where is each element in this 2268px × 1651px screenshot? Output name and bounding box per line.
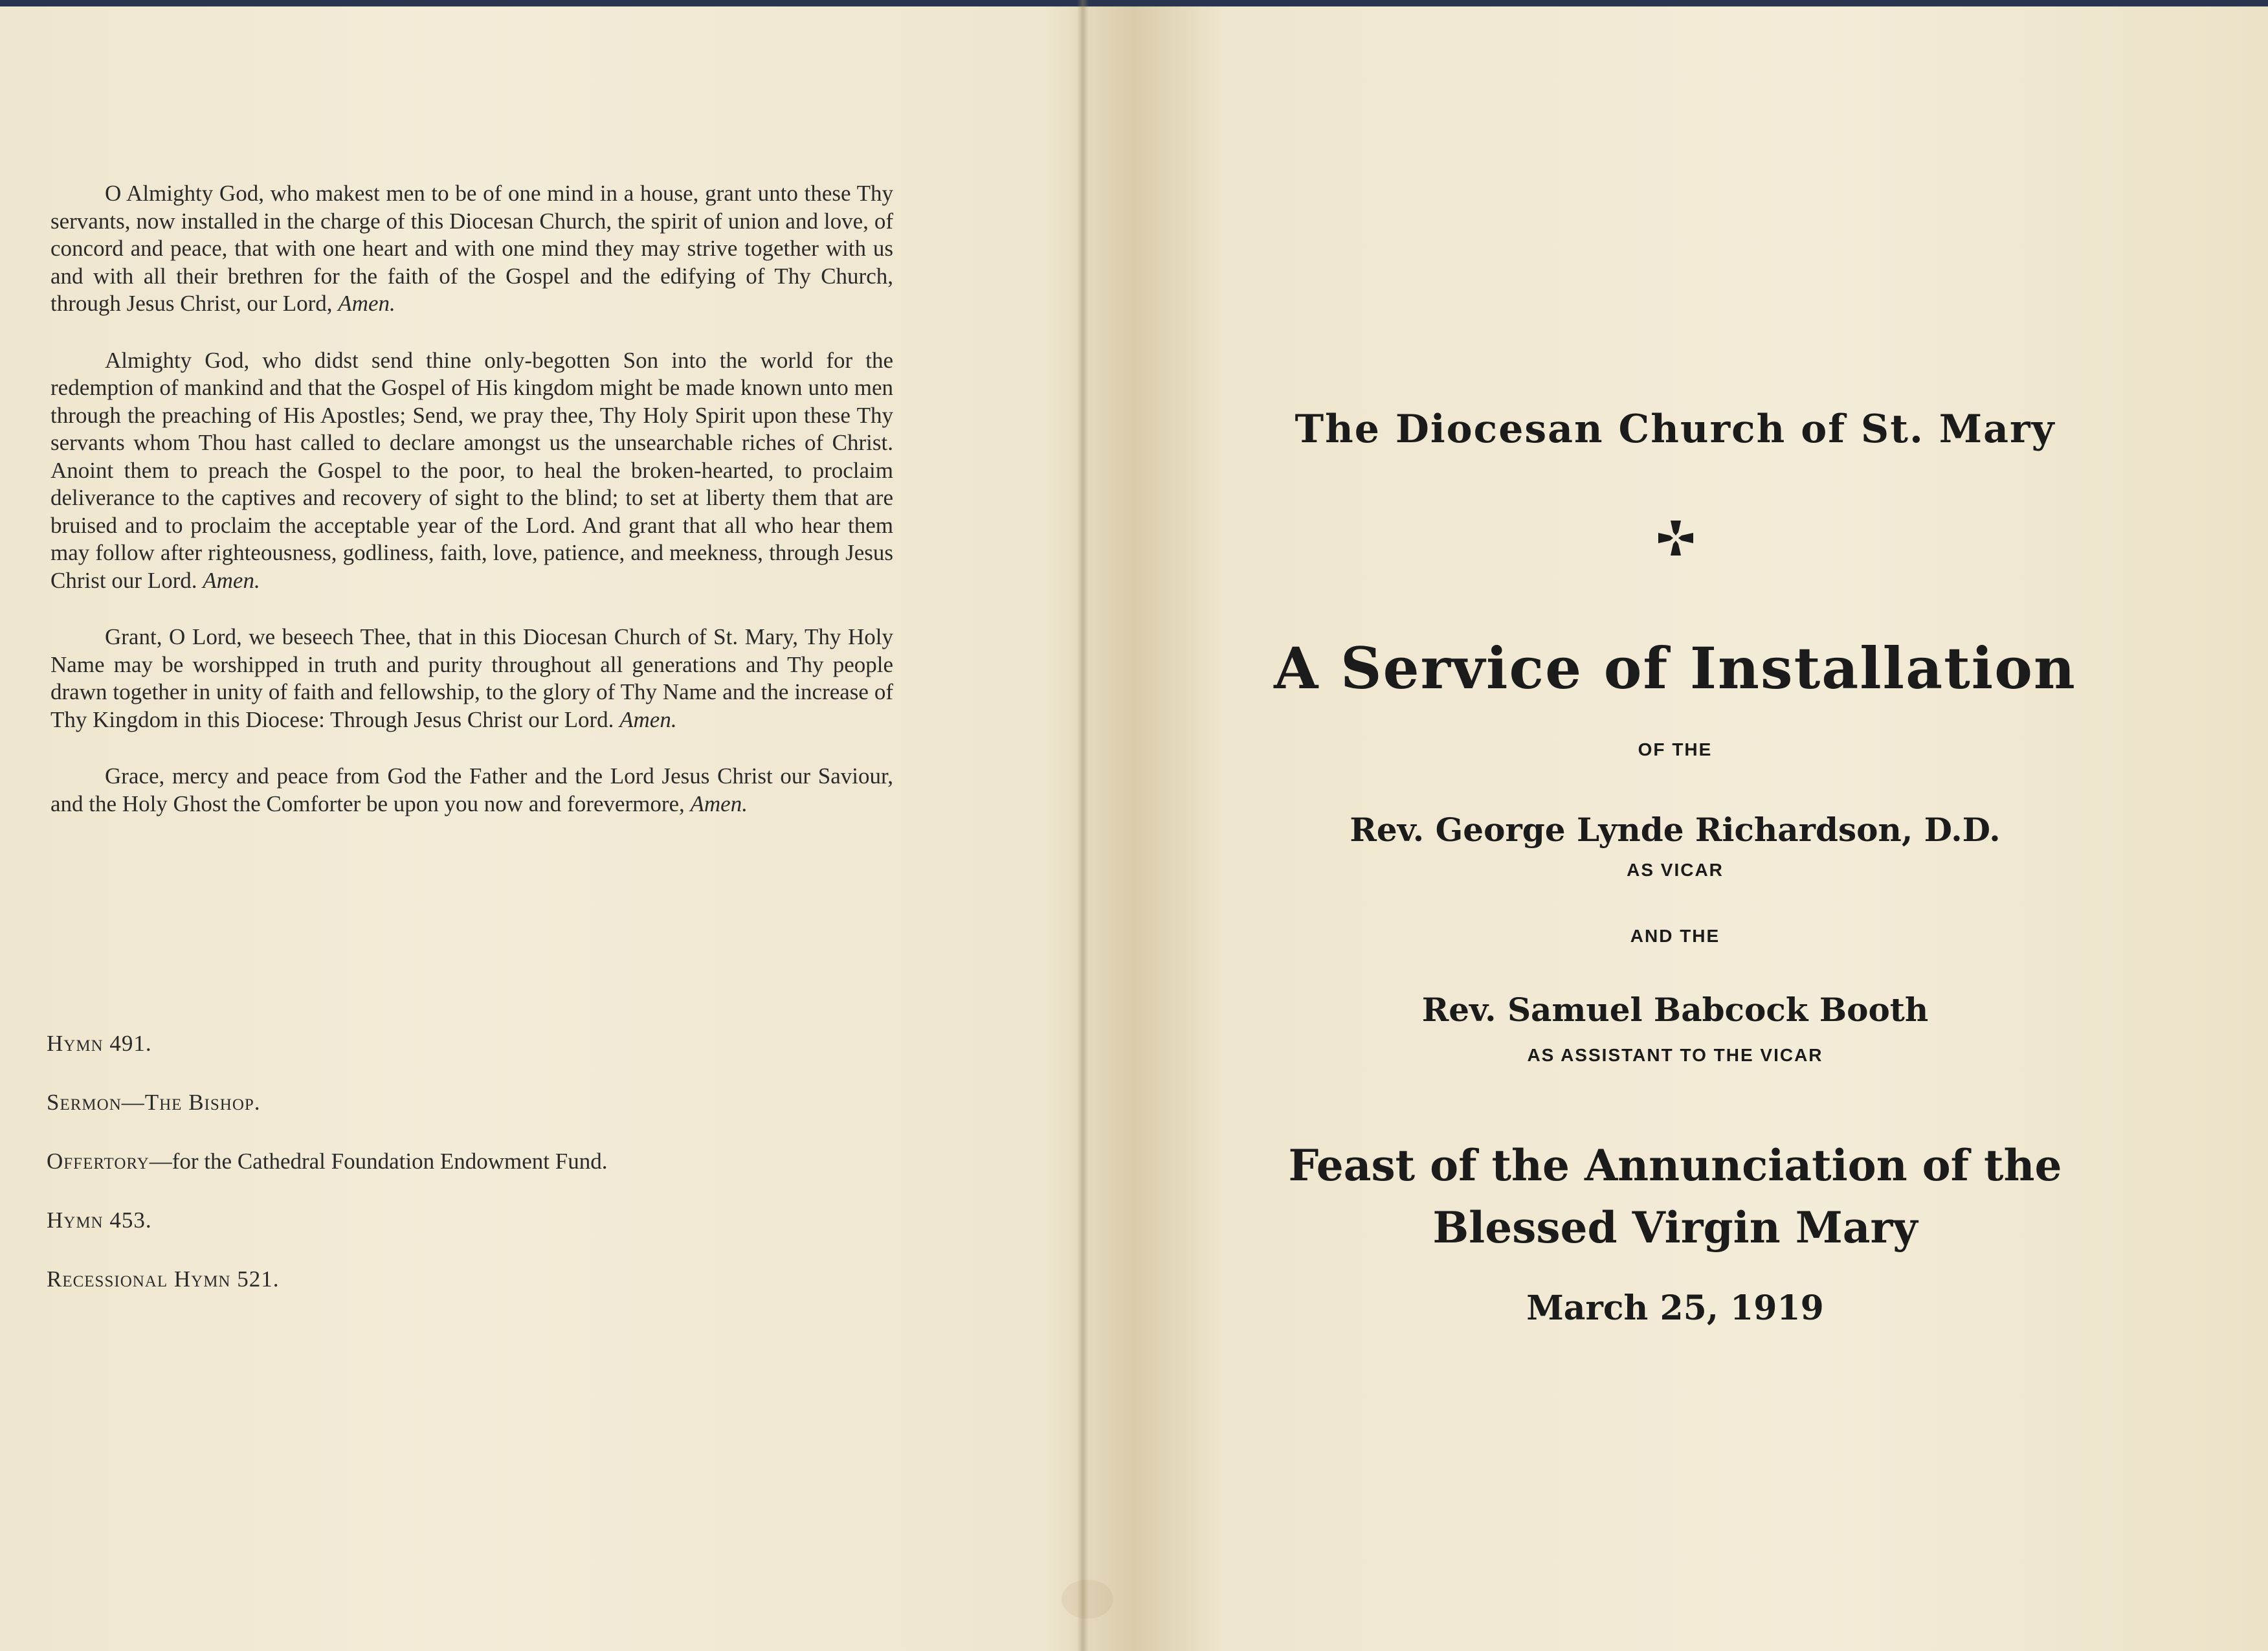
of-the-caption: OF THE bbox=[1638, 739, 1713, 759]
order-label: Offertory bbox=[47, 1149, 150, 1174]
prayer-text: Almighty God, who didst send thine only-begotten Son into the world for the redemption of mankind and that the Gospel of His kingdom might be made known unto men through the preaching of His Apostles; Send, we pray thee, Thy Holy Spirit upon these Thy servants whom Thou hast called to declare amongst us the unsearchable riches of Christ. Anoint them to preach the Gospel to the poor, to heal the broken-hearted, to proclaim deliverance to the captives and recovery of sight to the blind; to set at liberty them that are bruised and to proclaim the acceptable year of the Lord. And grant that all who hear them may follow after righteousness, godliness, faith, love, patience, and meekness, through Jesus Christ our Lord. bbox=[50, 347, 893, 593]
order-item bbox=[47, 1266, 953, 1325]
prayer-paragraph bbox=[50, 347, 893, 595]
amen: Amen. bbox=[203, 567, 260, 593]
amen: Amen. bbox=[619, 706, 677, 732]
prayer-text: Grace, mercy and peace from God the Father and the Lord Jesus Christ our Saviour, and the Holy Ghost the Comforter be upon you now and forevermore, bbox=[50, 763, 893, 816]
order-item bbox=[47, 1090, 953, 1149]
church-name: The Diocesan Church of St. Mary bbox=[1295, 407, 2056, 452]
cross-pattee-icon bbox=[1656, 518, 1696, 558]
title-block bbox=[1082, 0, 2268, 1651]
service-date: March 25, 1919 bbox=[1526, 1288, 1824, 1328]
vicar-name: Rev. George Lynde Richardson, D.D. bbox=[1350, 811, 2001, 849]
prayer-paragraph bbox=[50, 180, 893, 318]
order-label: Recessional Hymn 521. bbox=[47, 1266, 280, 1292]
prayer-text: Grant, O Lord, we beseech Thee, that in this Diocesan Church of St. Mary, Thy Holy Name may be worshipped in truth and purity throughout all generations and Thy people drawn together in unity of faith and fellowship, to the glory of Thy Name and the increase of Thy Kingdom in this Diocese: Through Jesus Christ our Lord. bbox=[50, 624, 893, 732]
prayers bbox=[50, 180, 893, 847]
service-title: A Service of Installation bbox=[1274, 635, 2076, 702]
amen: Amen. bbox=[338, 291, 395, 316]
feast-line-1: Feast of the Annunciation of the bbox=[1288, 1140, 2062, 1191]
order-detail: —for the Cathedral Foundation Endowment Fund. bbox=[149, 1149, 608, 1174]
order-item bbox=[47, 1149, 953, 1207]
assistant-name: Rev. Samuel Babcock Booth bbox=[1421, 991, 1929, 1029]
amen: Amen. bbox=[690, 791, 748, 816]
order-item bbox=[47, 1207, 953, 1266]
order-label: Hymn 453. bbox=[47, 1207, 152, 1233]
right-page bbox=[1082, 0, 2268, 1651]
prayer-paragraph bbox=[50, 623, 893, 734]
order-of-service bbox=[47, 1031, 953, 1325]
prayer-paragraph bbox=[50, 763, 893, 818]
vicar-role: AS VICAR bbox=[1627, 860, 1724, 880]
feast-title bbox=[1082, 1134, 2268, 1259]
order-item bbox=[47, 1031, 953, 1090]
order-label: Sermon—The Bishop. bbox=[47, 1090, 261, 1115]
feast-line-2: Blessed Virgin Mary bbox=[1432, 1202, 1918, 1253]
and-the-caption: AND THE bbox=[1630, 926, 1720, 946]
assistant-role: AS ASSISTANT TO THE VICAR bbox=[1527, 1045, 1823, 1065]
left-page bbox=[0, 0, 1082, 1651]
prayer-text: O Almighty God, who makest men to be of one mind in a house, grant unto these Thy servants, now installed in the charge of this Diocesan Church, the spirit of union and love, of concord and peace, that with one heart and with one mind they may strive together with us and with all their brethren for the faith of the Gospel and the edifying of Thy Church, through Jesus Christ, our Lord, bbox=[50, 181, 893, 316]
order-label: Hymn 491. bbox=[47, 1031, 152, 1056]
